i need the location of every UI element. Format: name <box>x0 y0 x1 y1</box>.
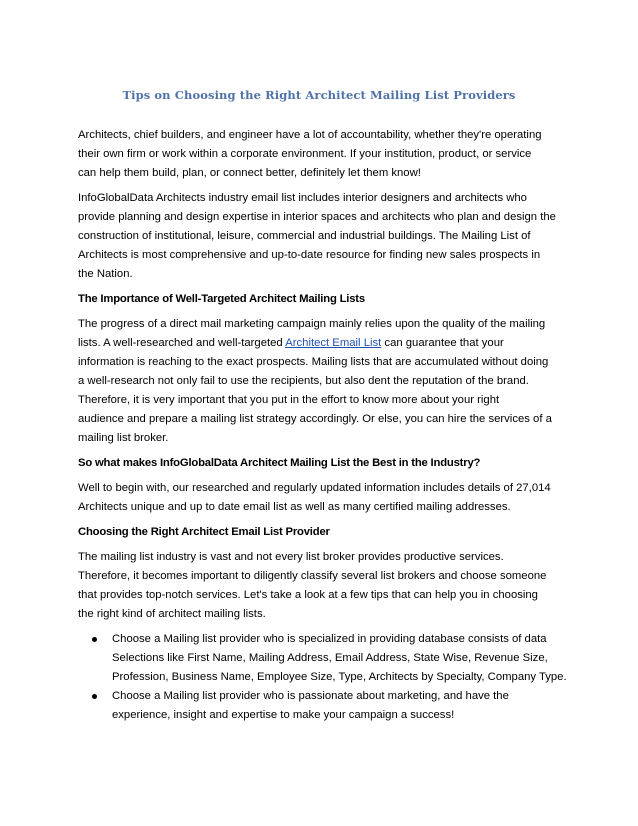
importance-line: information is reaching to the exact prospects. Mailing lists that are accumulated without doing <box>78 356 549 368</box>
importance-line: mailing list broker. <box>78 432 169 444</box>
bullet-icon <box>92 694 97 699</box>
tips-list <box>78 630 568 725</box>
intro-line: can help them build, plan, or connect better, definitely let them know! <box>78 167 421 179</box>
about-paragraph <box>78 189 568 284</box>
about-line: provide planning and design expertise in interior spaces and architects who plan and design the <box>78 211 556 223</box>
section-heading-importance: The Importance of Well-Targeted Architect Mailing Lists <box>78 293 365 305</box>
about-line: the Nation. <box>78 268 133 280</box>
architect-email-list-link[interactable]: Architect Email List <box>285 337 382 349</box>
importance-line: a well-research not only fail to use the recipients, but also dent the reputation of the brand. <box>78 375 529 387</box>
document-body <box>78 126 568 725</box>
importance-line-before-link: lists. A well-researched and well-targeted <box>78 337 286 349</box>
about-line: construction of institutional, leisure, commercial and industrial buildings. The Mailing List of <box>78 230 531 242</box>
importance-line: The progress of a direct mail marketing campaign mainly relies upon the quality of the mailing <box>78 318 546 330</box>
intro-paragraph <box>78 126 568 183</box>
choosing-paragraph <box>78 548 568 624</box>
tip-line: Profession, Business Name, Employee Size, Type, Architects by Specialty, Company Type. <box>112 671 567 683</box>
importance-line: audience and prepare a mailing list strategy accordingly. Or else, you can hire the services of a <box>78 413 552 425</box>
choosing-line: the right kind of architect mailing lists. <box>78 608 266 620</box>
intro-line: their own firm or work within a corporate environment. If your institution, product, or service <box>78 148 532 160</box>
choosing-line: Therefore, it becomes important to diligently classify several list brokers and choose someone <box>78 570 547 582</box>
tip-line: Choose a Mailing list provider who is passionate about marketing, and have the <box>112 690 509 702</box>
section-heading-choosing: Choosing the Right Architect Email List Provider <box>78 526 330 538</box>
intro-line: Architects, chief builders, and engineer have a lot of accountability, whether they're operating <box>78 129 542 141</box>
importance-line-after-link: can guarantee that your <box>381 337 504 349</box>
tip-line: Choose a Mailing list provider who is specialized in providing database consists of data <box>112 633 547 645</box>
about-line: Architects is most comprehensive and up-to-date resource for finding new sales prospects in <box>78 249 541 261</box>
tip-line: Selections like First Name, Mailing Address, Email Address, State Wise, Revenue Size, <box>112 652 548 664</box>
list-item <box>78 687 568 725</box>
best-line: Well to begin with, our researched and regularly updated information includes details of 27,014 <box>78 482 551 494</box>
best-line: Architects unique and up to date email list as well as many certified mailing addresses. <box>78 501 511 513</box>
importance-line-with-link <box>78 334 568 353</box>
importance-line: Therefore, it is very important that you put in the effort to know more about your right <box>78 394 500 406</box>
choosing-line: The mailing list industry is vast and not every list broker provides productive services. <box>78 551 504 563</box>
document-title: Tips on Choosing the Right Architect Mailing List Providers <box>122 88 516 102</box>
about-line: InfoGlobalData Architects industry email list includes interior designers and architects who <box>78 192 527 204</box>
best-paragraph <box>78 479 568 517</box>
section-heading-best: So what makes InfoGlobalData Architect Mailing List the Best in the Industry? <box>78 457 481 469</box>
bullet-icon <box>92 637 97 642</box>
choosing-line: that provides top-notch services. Let's take a look at a few tips that can help you in choosing <box>78 589 538 601</box>
list-item <box>78 630 568 687</box>
importance-paragraph <box>78 315 568 448</box>
tip-line: experience, insight and expertise to make your campaign a success! <box>112 709 455 721</box>
